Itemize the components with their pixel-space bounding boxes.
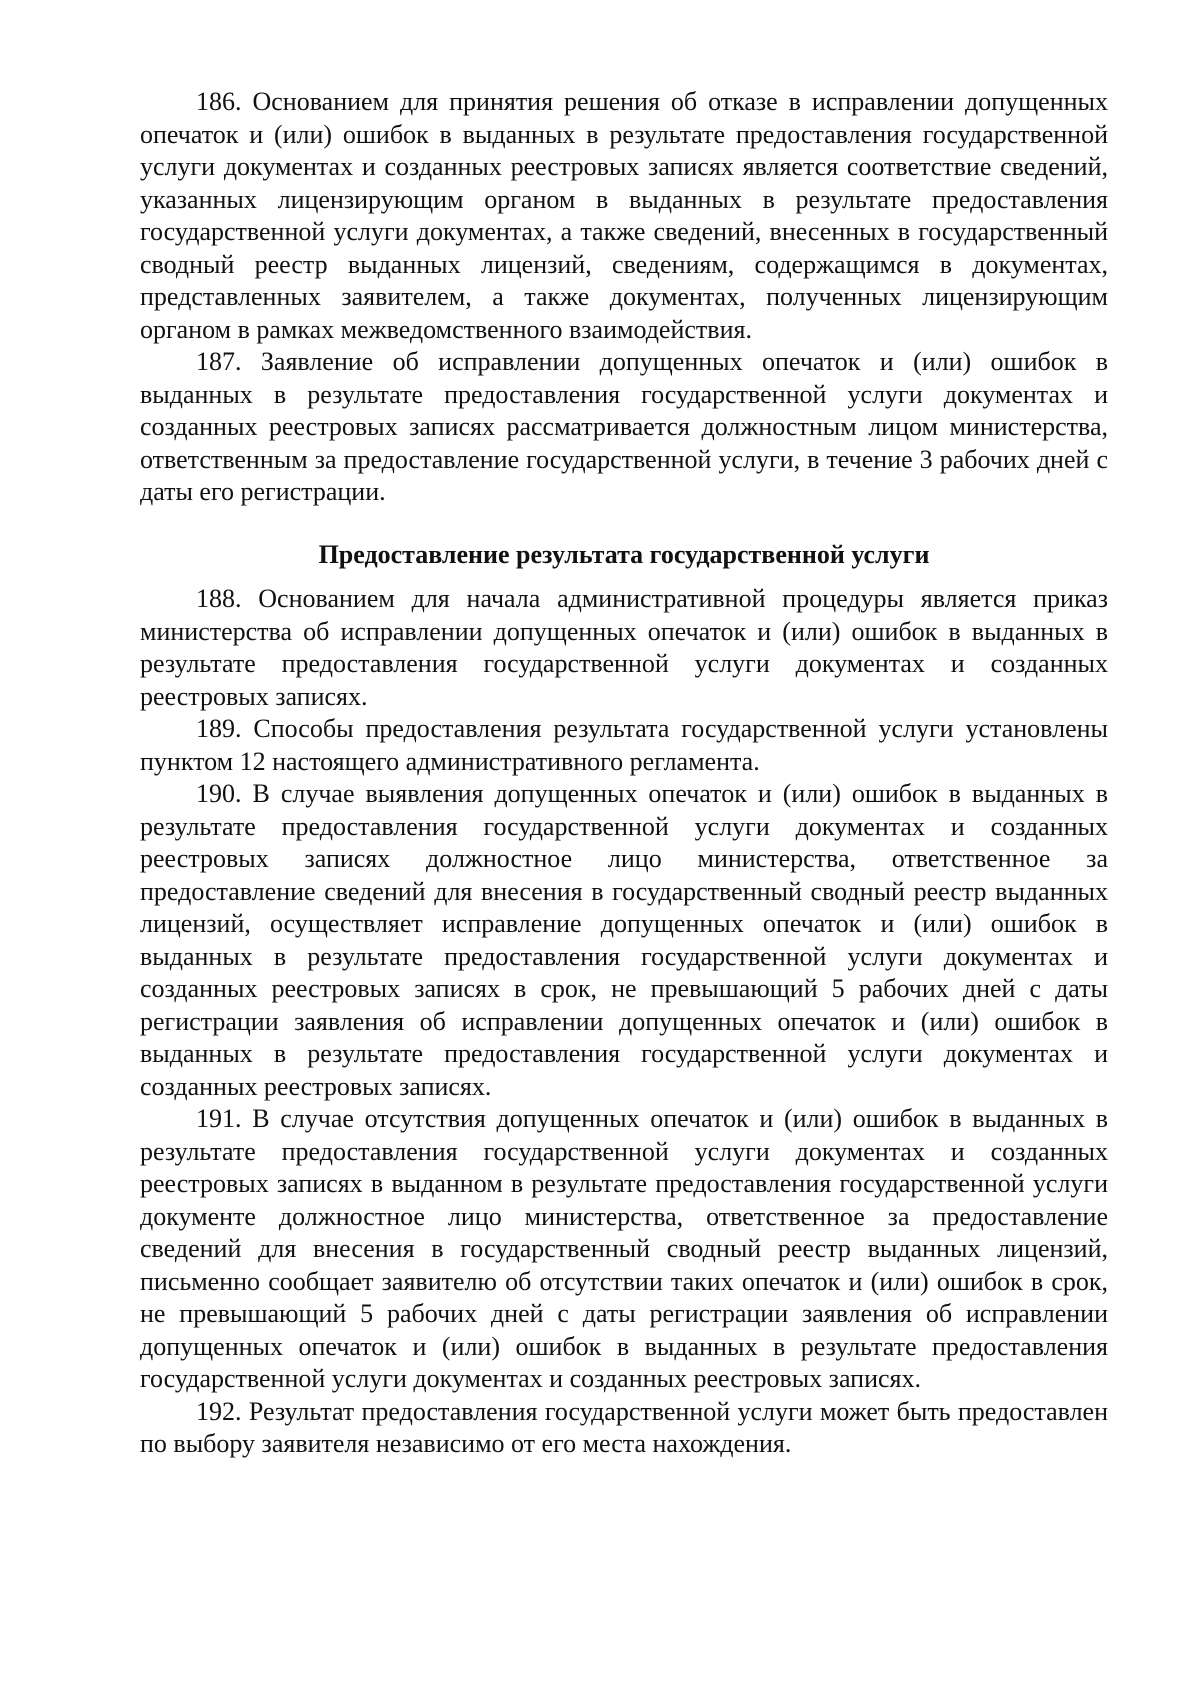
paragraph-187 [140, 346, 1108, 509]
paragraph-186 [140, 86, 1108, 346]
paragraph-188 [140, 583, 1108, 713]
paragraph-number: 192. [196, 1396, 242, 1426]
paragraph-text: Основанием для принятия решения об отказе в исправлении допущенных опечаток и (или) ошибок в выданных в результате предоставления государственной услуги документах и созданных реестровых записях является соответствие сведений, указанных лицензирующим органом в выданных в результате предоставления государственной услуги документах, а также сведений, внесенных в государственный сводный реестр выданных лицензий, сведениям, содержащимся в документах, представленных заявителем, а также документах, полученных лицензирующим органом в рамках межведомственного взаимодействия. [140, 87, 1108, 344]
paragraph-number: 187. [196, 347, 242, 376]
paragraph-number: 188. [196, 584, 242, 613]
paragraph-190 [140, 778, 1108, 1103]
paragraph-text: В случае отсутствия допущенных опечаток и (или) ошибок в выданных в результате предоставления государственной услуги документах и созданных реестровых записях в выданном в результате предоставления государственной услуги документе должностное лицо министерства, ответственное за предоставление сведений для внесения в государственный сводный реестр выданных лицензий, письменно сообщает заявителю об отсутствии таких опечаток и (или) ошибок в срок, не превышающий 5 рабочих дней с даты регистрации заявления об исправлении допущенных опечаток и (или) ошибок в выданных в результате предоставления государственной услуги документах и созданных реестровых записях. [140, 1104, 1109, 1393]
section-heading: Предоставление результата государственной услуги [318, 539, 930, 569]
paragraph-number: 186. [196, 87, 242, 116]
paragraph-191 [140, 1103, 1108, 1396]
document-page [140, 86, 1108, 1461]
paragraph-text: Заявление об исправлении допущенных опечаток и (или) ошибок в выданных в результате предоставления государственной услуги документах и созданных реестровых записях рассматривается должностным лицом министерства, ответственным за предоставление государственной услуги, в течение 3 рабочих дней с даты его регистрации. [140, 347, 1108, 506]
paragraph-189 [140, 713, 1108, 778]
paragraph-text: В случае выявления допущенных опечаток и (или) ошибок в выданных в результате предоставления государственной услуги документах и созданных реестровых записях должностное лицо министерства, ответственное за предоставление сведений для внесения в государственный сводный реестр выданных лицензий, осуществляет исправление допущенных опечаток и (или) ошибок в выданных в результате предоставления государственной услуги документах и созданных реестровых записях в срок, не превышающий 5 рабочих дней с даты регистрации заявления об исправлении допущенных опечаток и (или) ошибок в выданных в результате предоставления государственной услуги документах и созданных реестровых записях. [140, 779, 1109, 1101]
paragraph-text: Способы предоставления результата государственной услуги установлены пунктом 12 настоящего административного регламента. [140, 714, 1108, 776]
paragraph-number: 191. [196, 1104, 242, 1133]
paragraph-192 [140, 1396, 1108, 1461]
paragraph-number: 190. [196, 779, 242, 808]
paragraph-number: 189. [196, 714, 242, 743]
paragraph-text: Основанием для начала административной процедуры является приказ министерства об исправлении допущенных опечаток и (или) ошибок в выданных в результате предоставления государственной услуги документах и созданных реестровых записях. [140, 584, 1108, 711]
paragraph-text: Результат предоставления государственной услуги может быть предоставлен по выбору заявителя независимо от его места нахождения. [140, 1396, 1109, 1458]
